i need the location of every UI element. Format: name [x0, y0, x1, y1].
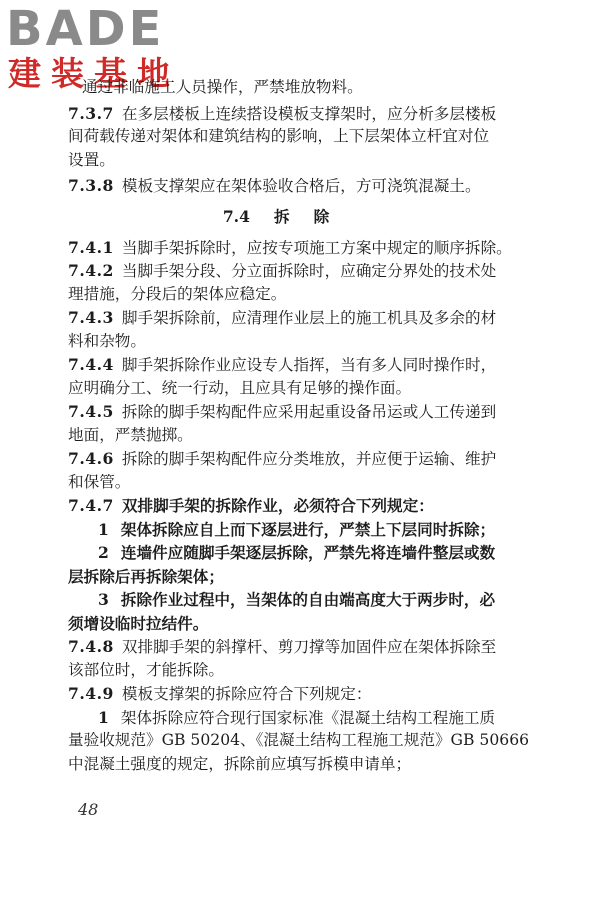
clause-number: 7.3.8 — [68, 176, 114, 195]
section-heading — [68, 198, 508, 236]
clause-text: 应明确分工、统一行动，且应具有足够的操作面。 — [68, 378, 412, 397]
clause-text: 双排脚手架的斜撑杆、剪刀撑等加固件应在架体拆除至 — [121, 638, 497, 656]
item-number: 2 — [98, 543, 109, 562]
clause-number: 7.4.8 — [68, 637, 114, 656]
clause-text: 脚手架拆除前，应清理作业层上的施工机具及多余的材 — [121, 309, 497, 327]
clause-text: 理措施，分段后的架体应稳定。 — [68, 284, 287, 303]
item-text: 连墙件应随脚手架逐层拆除，严禁先将连墙件整层或数 — [120, 543, 496, 562]
item-number: 3 — [98, 590, 109, 609]
clause-text: 双排脚手架的拆除作业，必须符合下列规定： — [121, 496, 434, 515]
continued-text: 通过非临施工人员操作，严禁堆放物料。 — [82, 78, 363, 96]
clause-7-3-8 — [68, 174, 508, 198]
item-text: 拆除作业过程中，当架体的自由端高度大于两步时，必 — [120, 590, 496, 609]
clause-text: 当脚手架分段、分立面拆除时，应确定分界处的技术处 — [121, 262, 497, 280]
item-text: 须增设临时拉结件。 — [68, 613, 209, 633]
clause-number: 7.4.1 — [68, 237, 114, 257]
item-text: 层拆除后再拆除架体； — [68, 566, 224, 586]
clause-7-4-9 — [68, 682, 530, 776]
section-title: 拆除 — [273, 206, 354, 226]
item-number: 1 — [98, 707, 109, 727]
clause-text: 设置。 — [68, 150, 115, 169]
item-text: 量验收规范》GB 50204、《混凝土结构工程施工规范》GB 50666 — [68, 731, 530, 749]
clause-text: 脚手架拆除作业应设专人指挥，当有多人同时操作时， — [121, 356, 497, 374]
page-content — [68, 76, 530, 776]
logo-wordmark: BADE — [6, 1, 165, 57]
logo-subtitle: 建装基地 — [8, 54, 180, 93]
item-text: 中混凝土强度的规定，拆除前应填写拆模申请单； — [68, 754, 412, 773]
clause-7-4-5 — [68, 400, 508, 447]
clause-7-4-8 — [68, 635, 508, 682]
clause-text: 料和杂物。 — [68, 331, 146, 350]
clause-number: 7.4.4 — [68, 355, 114, 374]
clause-7-4-6 — [68, 447, 508, 494]
clause-7-4-3 — [68, 306, 508, 353]
clause-text: 模板支撑架的拆除应符合下列规定： — [121, 685, 372, 703]
clause-text: 拆除的脚手架构配件应采用起重设备吊运或人工传递到 — [121, 403, 497, 421]
clause-number: 7.4.9 — [68, 684, 114, 703]
item-text: 架体拆除应自上而下逐层进行，严禁上下层同时拆除； — [120, 519, 496, 539]
page-number: 48 — [78, 800, 99, 819]
clause-7-4-4 — [68, 353, 508, 400]
clause-text: 地面，严禁抛掷。 — [68, 425, 193, 444]
clause-text: 在多层楼板上连续搭设模板支撑架时，应分析多层楼板 — [121, 104, 497, 123]
clause-7-4-1 — [68, 236, 512, 260]
clause-7-3-7 — [68, 102, 508, 173]
section-number: 7.4 — [222, 206, 250, 226]
clause-text: 和保管。 — [68, 472, 131, 491]
clause-text: 模板支撑架应在架体验收合格后，方可浇筑混凝土。 — [121, 177, 481, 195]
clause-number: 7.4.5 — [68, 402, 114, 421]
clause-number: 7.4.6 — [68, 449, 114, 468]
clause-text: 当脚手架拆除时，应按专项施工方案中规定的顺序拆除。 — [121, 238, 512, 257]
clause-text: 间荷载传递对架体和建筑结构的影响，上下层架体立杆宜对位 — [68, 127, 490, 145]
clause-text: 拆除的脚手架构配件应分类堆放，并应便于运输、维护 — [121, 450, 497, 468]
clause-number: 7.4.2 — [68, 261, 114, 280]
item-text: 架体拆除应符合现行国家标准《混凝土结构工程施工质 — [120, 708, 496, 727]
item-number: 1 — [98, 519, 109, 539]
clause-number: 7.3.7 — [68, 103, 114, 123]
clause-7-4-7 — [68, 494, 508, 635]
clause-number: 7.4.3 — [68, 308, 114, 327]
clause-text: 该部位时，才能拆除。 — [68, 660, 224, 679]
clause-number: 7.4.7 — [68, 496, 114, 515]
clause-7-4-2 — [68, 259, 508, 306]
